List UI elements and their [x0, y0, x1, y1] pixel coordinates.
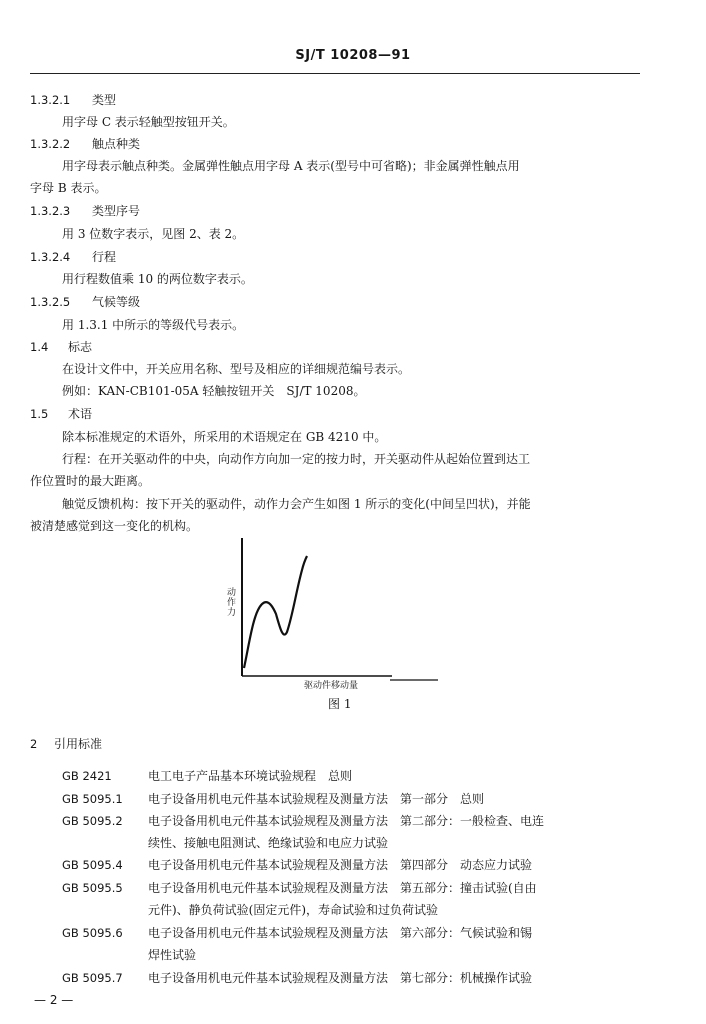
force-travel-curve — [244, 556, 307, 668]
ref-title: 电子设备用机电元件基本试验规程及测量方法 第六部分：气候试验和锡 — [148, 926, 533, 940]
section-heading — [30, 736, 102, 752]
ref-code: GB 5095.6 — [62, 926, 123, 940]
paragraph: 字母 B 表示。 — [30, 181, 107, 195]
section-title: 类型 — [92, 93, 117, 107]
section-number: 1.3.2.1 — [30, 93, 71, 107]
ref-code: GB 5095.7 — [62, 971, 123, 985]
ref-title-cont: 元件)、静负荷试验(固定元件)，寿命试验和过负荷试验 — [148, 903, 439, 917]
section-number: 1.3.2.4 — [30, 250, 71, 264]
ref-code: GB 5095.4 — [62, 858, 123, 872]
paragraph: 用 3 位数字表示，见图 2、表 2。 — [62, 227, 245, 241]
section-title: 术语 — [68, 407, 93, 421]
ref-title-cont: 焊性试验 — [148, 948, 197, 962]
section-title: 标志 — [68, 340, 93, 354]
section-title: 行程 — [92, 250, 117, 264]
page-number: — 2 — — [34, 993, 74, 1007]
paragraph: 触觉反馈机构：按下开关的驱动件，动作力会产生如图 1 所示的变化(中间呈凹状)，并能 — [62, 497, 531, 511]
section-number: 1.3.2.3 — [30, 204, 71, 218]
ref-title: 电子设备用机电元件基本试验规程及测量方法 第五部分：撞击试验(自由 — [148, 881, 537, 895]
ref-code: GB 5095.2 — [62, 814, 123, 828]
paragraph: 用 1.3.1 中所示的等级代号表示。 — [62, 318, 245, 332]
section-title: 引用标准 — [54, 737, 103, 751]
section-title: 气候等级 — [92, 295, 141, 309]
ref-title: 电子设备用机电元件基本试验规程及测量方法 第一部分 总则 — [148, 792, 485, 806]
paragraph: 用行程数值乘 10 的两位数字表示。 — [62, 272, 253, 286]
running-header: SJ/T 10208—91 — [295, 48, 411, 63]
paragraph: 用字母表示触点种类。金属弹性触点用字母 A 表示(型号中可省略)；非金属弹性触点用 — [62, 159, 520, 173]
ref-code: GB 2421 — [62, 769, 112, 783]
y-axis-label: 动作力 — [227, 588, 237, 618]
ref-title: 电子设备用机电元件基本试验规程及测量方法 第七部分：机械操作试验 — [148, 971, 533, 985]
section-number: 2 — [30, 737, 38, 751]
paragraph: 例如：KAN-CB101-05A 轻触按钮开关 SJ/T 10208。 — [62, 384, 366, 398]
ref-title: 电子设备用机电元件基本试验规程及测量方法 第四部分 动态应力试验 — [148, 858, 533, 872]
paragraph: 用字母 C 表示轻触型按钮开关。 — [62, 115, 235, 129]
section-number: 1.3.2.2 — [30, 137, 71, 151]
paragraph: 行程：在开关驱动件的中央，向动作方向加一定的按力时，开关驱动件从起始位置到达工 — [62, 452, 531, 466]
paragraph: 被清楚感觉到这一变化的机构。 — [30, 519, 199, 533]
section-number: 1.4 — [30, 340, 49, 354]
paragraph: 除本标准规定的术语外，所采用的术语规定在 GB 4210 中。 — [62, 430, 387, 444]
paragraph: 在设计文件中，开关应用名称、型号及相应的详细规范编号表示。 — [62, 362, 411, 376]
ref-title: 电工电子产品基本环境试验规程 总则 — [148, 769, 353, 783]
section-number: 1.3.2.5 — [30, 295, 71, 309]
ref-code: GB 5095.1 — [62, 792, 123, 806]
section-title: 类型序号 — [92, 204, 141, 218]
section-title: 触点种类 — [92, 137, 141, 151]
ref-title-cont: 续性、接触电阻测试、绝缘试验和电应力试验 — [148, 836, 389, 850]
section-number: 1.5 — [30, 407, 49, 421]
paragraph: 作位置时的最大距离。 — [30, 474, 151, 488]
ref-title: 电子设备用机电元件基本试验规程及测量方法 第二部分：一般检查、电连 — [148, 814, 545, 828]
x-axis-label: 驱动件移动量 — [304, 681, 359, 691]
figure-caption: 图 1 — [328, 697, 352, 711]
ref-code: GB 5095.5 — [62, 881, 123, 895]
